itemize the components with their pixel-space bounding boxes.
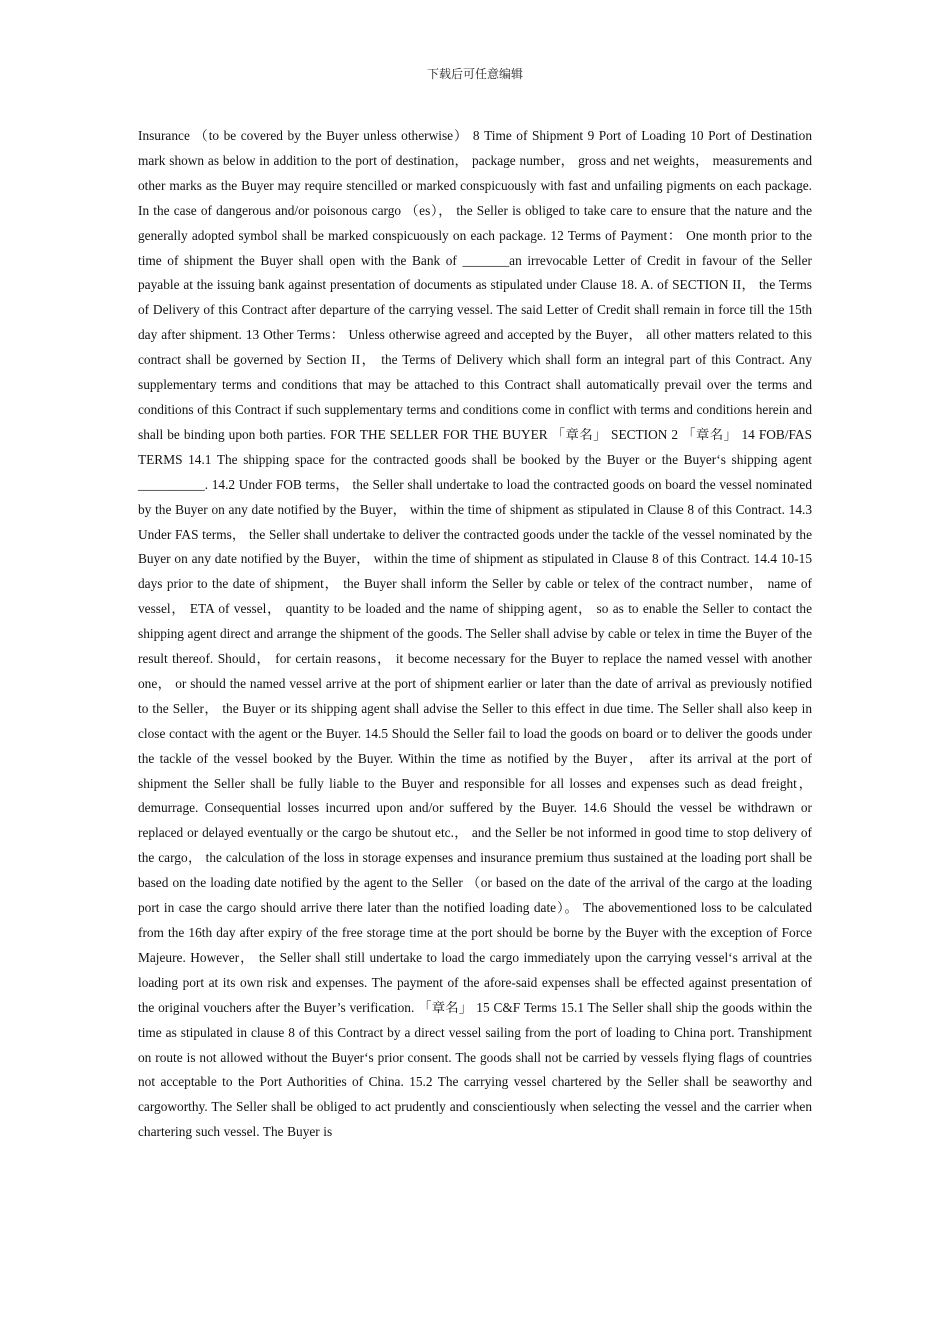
contract-body-text: Insurance （to be covered by the Buyer unless otherwise） 8 Time of Shipment 9 Port of Loading 10 Port of Destination mark shown as below in addition to the port of destination， package number， gross and net weights， measurements and other marks as the Buyer may require stencilled or marked conspicuously with fast and unfailing pigments on each package. In the case of dangerous and/or poisonous cargo （es）， the Seller is obliged to take care to ensure that the nature and the generally adopted symbol shall be marked conspicuously on each package. 12 Terms of Payment： One month prior to the time of shipment the Buyer shall open with the Bank of _______an irrevocable Letter of Credit in favour of the Seller payable at the issuing bank against presentation of documents as stipulated under Clause 18. A. of SECTION II， the Terms of Delivery of this Contract after departure of the carrying vessel. The said Letter of Credit shall remain in force till the 15th day after shipment. 13 Other Terms： Unless otherwise agreed and accepted by the Buyer， all other matters related to this contract shall be governed by Section II， the Terms of Delivery which shall form an integral part of this Contract. Any supplementary terms and conditions that may be attached to this Contract shall automatically prevail over the terms and conditions of this Contract if such supplementary terms and conditions come in conflict with terms and conditions herein and shall be binding upon both parties. FOR THE SELLER FOR THE BUYER 「章名」 SECTION 2 「章名」 14 FOB/FAS TERMS 14.1 The shipping space for the contracted goods shall be booked by the Buyer or the Buyer‘s shipping agent __________. 14.2 Under FOB terms， the Seller shall undertake to load the contracted goods on board the vessel nominated by the Buyer on any date notified by the Buyer， within the time of shipment as stipulated in Clause 8 of this Contract. 14.3 Under FAS terms， the Seller shall undertake to deliver the contracted goods under the tackle of the vessel nominated by the Buyer on any date notified by the Buyer， within the time of shipment as stipulated in Clause 8 of this Contract. 14.4 10-15 days prior to the date of shipment， the Buyer shall inform the Seller by cable or telex of the contract number， name of vessel， ETA of vessel， quantity to be loaded and the name of shipping agent， so as to enable the Seller to contact the shipping agent direct and arrange the shipment of the goods. The Seller shall advise by cable or telex in time the Buyer of the result thereof. Should， for certain reasons， it become necessary for the Buyer to replace the named vessel with another one， or should the named vessel arrive at the port of shipment earlier or later than the date of arrival as previously notified to the Seller， the Buyer or its shipping agent shall advise the Seller to this effect in due time. The Seller shall also keep in close contact with the agent or the Buyer. 14.5 Should the Seller fail to load the goods on board or to deliver the goods under the tackle of the vessel booked by the Buyer. Within the time as notified by the Buyer， after its arrival at the port of shipment the Seller shall be fully liable to the Buyer and responsible for all losses and expenses such as dead freight， demurrage. Consequential losses incurred upon and/or suffered by the Buyer. 14.6 Should the vessel be withdrawn or replaced or delayed eventually or the cargo be shutout etc.， and the Seller be not informed in good time to stop delivery of the cargo， the calculation of the loss in storage expenses and insurance premium thus sustained at the loading port shall be based on the loading date notified by the agent to the Seller （or based on the date of the arrival of the cargo at the loading port in case the cargo should arrive there later than the notified loading date）。 The abovementioned loss to be calculated from the 16th day after expiry of the free storage time at the port should be borne by the Buyer with the exception of Force Majeure. However， the Seller shall still undertake to load the cargo immediately upon the carrying vessel‘s arrival at the loading port at its own risk and expenses. The payment of the afore-said expenses shall be effected against presentation of the original vouchers after the Buyer’s verification. 「章名」 15 C&F Terms 15.1 The Seller shall ship the goods within the time as stipulated in clause 8 of this Contract by a direct vessel sailing from the port of loading to China port. Transhipment on route is not allowed without the Buyer‘s prior consent. The goods shall not be carried by vessels flying flags of countries not acceptable to the Port Authorities of China. 15.2 The carrying vessel chartered by the Seller shall be seaworthy and cargoworthy. The Seller shall be obliged to act prudently and conscientiously when selecting the vessel and the carrier when chartering such vessel. The Buyer is — [138, 128, 812, 1140]
page-header: 下载后可任意编辑 — [426, 67, 523, 81]
